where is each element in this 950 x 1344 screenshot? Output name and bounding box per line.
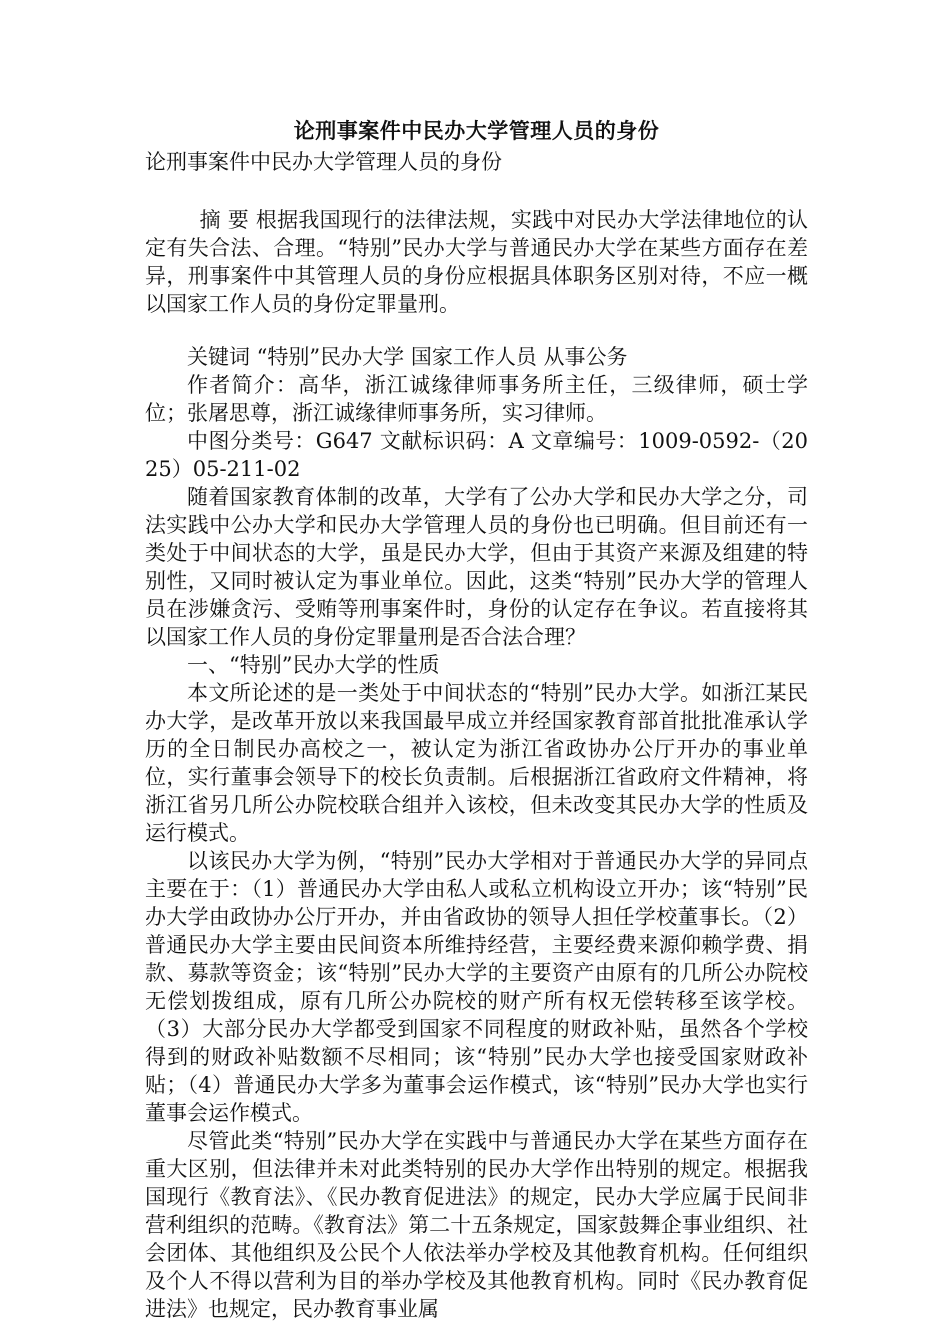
body-paragraph: 尽管此类“特别”民办大学在实践中与普通民办大学在某些方面存在重大区别，但法律并未对此类特别的民办大学作出特别的规定。根据我国现行《教育法》、《民办教育促进法》的规定，民办大学应属于民间非营利组织的范畴。《教育法》第二十五条规定，国家鼓舞企事业组织、社会团体、其他组织及公民个人依法举办学校及其他教育机构。任何组织及个人不得以营利为目的举办学校及其他教育机构。同时《民办教育促进法》也规定，民办教育事业属	[145, 1129, 808, 1321]
body-paragraph: 本文所论述的是一类处于中间状态的“特别”民办大学。如浙江某民办大学，是改革开放以来我国最早成立并经国家教育部首批批准承认学历的全日制民办高校之一，被认定为浙江省政协办公厅开办的事业单位，实行董事会领导下的校长负责制。后根据浙江省政府文件精神，将浙江省另几所公办院校联合组并入该校，但未改变其民办大学的性质及运行模式。	[145, 681, 808, 845]
document-title: 论刑事案件中民办大学管理人员的身份	[293, 119, 660, 143]
section-heading: 一、“特别”民办大学的性质	[187, 653, 440, 677]
author-info: 作者简介：高华，浙江诚缘律师事务所主任，三级律师，硕士学位；张屠思尊，浙江诚缘律师事务所，实习律师。	[145, 373, 808, 425]
body-paragraph: 以该民办大学为例，“特别”民办大学相对于普通民办大学的异同点主要在于：（1）普通民办大学由私人或私立机构设立开办；该“特别”民办大学由政协办公厅开办，并由省政协的领导人担任学校董事长。（2）普通民办大学主要由民间资本所维持经营，主要经费来源仰赖学费、捐款、募款等资金；该“特别”民办大学的主要资产由原有的几所公办院校无偿划拨组成，原有几所公办院校的财产所有权无偿转移至该学校。（3）大部分民办大学都受到国家不同程度的财政补贴，虽然各个学校得到的财政补贴数额不尽相同；该“特别”民办大学也接受国家财政补贴；（4）普通民办大学多为董事会运作模式，该“特别”民办大学也实行董事会运作模式。	[145, 849, 808, 1125]
document-subtitle: 论刑事案件中民办大学管理人员的身份	[145, 150, 502, 174]
classification-info: 中图分类号：G647 文献标识码：A 文章编号：1009-0592-（2025）05-211-02	[145, 429, 808, 481]
document-page	[145, 118, 808, 1323]
keywords-line: 关键词 “特别”民办大学 国家工作人员 从事公务	[187, 345, 628, 369]
abstract-paragraph: 摘 要 根据我国现行的法律法规，实践中对民办大学法律地位的认定有失合法、合理。“特别”民办大学与普通民办大学在某些方面存在差异，刑事案件中其管理人员的身份应根据具体职务区别对待，不应一概以国家工作人员的身份定罪量刑。	[145, 208, 808, 316]
body-paragraph-intro: 随着国家教育体制的改革，大学有了公办大学和民办大学之分，司法实践中公办大学和民办大学管理人员的身份也已明确。但目前还有一类处于中间状态的大学，虽是民办大学，但由于其资产来源及组建的特别性，又同时被认定为事业单位。因此，这类“特别”民办大学的管理人员在涉嫌贪污、受贿等刑事案件时，身份的认定存在争议。若直接将其以国家工作人员的身份定罪量刑是否合法合理？	[145, 485, 808, 649]
